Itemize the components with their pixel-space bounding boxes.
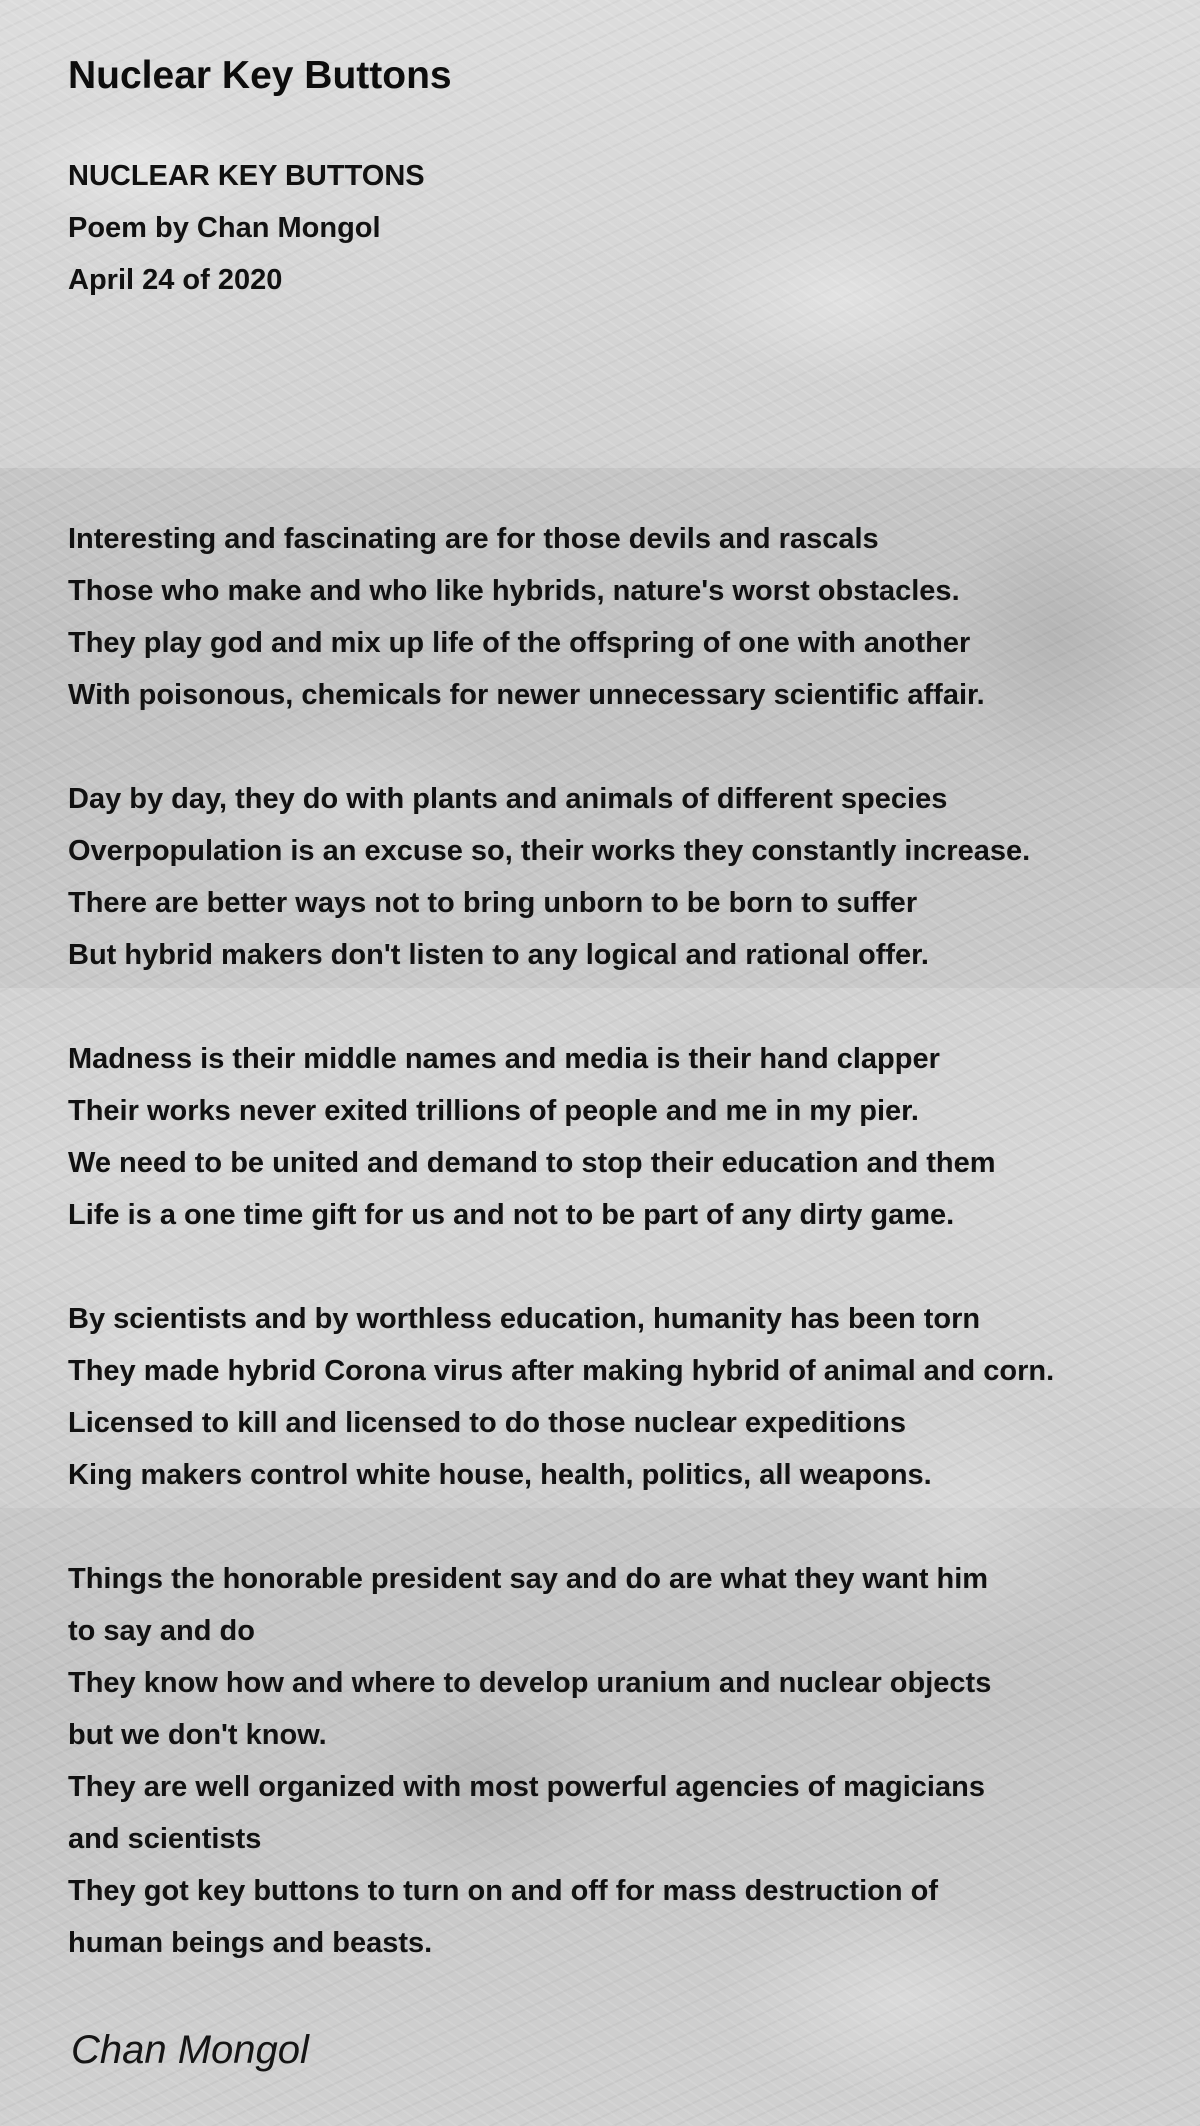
stanza-2 xyxy=(68,773,1030,981)
poem-line: They know how and where to develop uranium and nuclear objects xyxy=(68,1667,992,1699)
poem-line: Licensed to kill and licensed to do those nuclear expeditions xyxy=(68,1407,906,1439)
poem-line: We need to be united and demand to stop their education and them xyxy=(68,1147,996,1179)
stanza-1 xyxy=(68,513,985,721)
poem-line: Day by day, they do with plants and animals of different species xyxy=(68,783,948,815)
poem-line: to say and do xyxy=(68,1615,255,1647)
poem-line: Those who make and who like hybrids, nature's worst obstacles. xyxy=(68,575,960,607)
author-signature: Chan Mongol xyxy=(71,2028,309,2072)
poem-date: April 24 of 2020 xyxy=(68,264,283,296)
poem-line: With poisonous, chemicals for newer unnecessary scientific affair. xyxy=(68,679,985,711)
page-title: Nuclear Key Buttons xyxy=(68,54,452,97)
poem-line: They are well organized with most powerful agencies of magicians xyxy=(68,1771,985,1803)
stanza-4 xyxy=(68,1293,1054,1501)
poem-line: They got key buttons to turn on and off for mass destruction of xyxy=(68,1875,938,1907)
poem-line: human beings and beasts. xyxy=(68,1927,433,1959)
poem-line: King makers control white house, health, politics, all weapons. xyxy=(68,1459,932,1491)
poem-header xyxy=(68,150,425,306)
poem-line: There are better ways not to bring unborn to be born to suffer xyxy=(68,887,918,919)
stanza-5 xyxy=(68,1553,991,1969)
poem-line: and scientists xyxy=(68,1823,262,1855)
poem-line: Things the honorable president say and do are what they want him xyxy=(68,1563,989,1595)
poem-heading: NUCLEAR KEY BUTTONS xyxy=(68,160,425,192)
poem-line: They play god and mix up life of the offspring of one with another xyxy=(68,627,971,659)
poem-byline: Poem by Chan Mongol xyxy=(68,212,381,244)
poem-line: They made hybrid Corona virus after making hybrid of animal and corn. xyxy=(68,1355,1055,1387)
poem-line: Their works never exited trillions of people and me in my pier. xyxy=(68,1095,919,1127)
stanza-3 xyxy=(68,1033,996,1241)
poem-line: Interesting and fascinating are for those devils and rascals xyxy=(68,523,879,555)
poem-line: By scientists and by worthless education, humanity has been torn xyxy=(68,1303,981,1335)
poem-line: Madness is their middle names and media is their hand clapper xyxy=(68,1043,940,1075)
poem-line: but we don't know. xyxy=(68,1719,327,1751)
poem-line: Life is a one time gift for us and not to be part of any dirty game. xyxy=(68,1199,955,1231)
poem-line: Overpopulation is an excuse so, their works they constantly increase. xyxy=(68,835,1031,867)
poem-line: But hybrid makers don't listen to any logical and rational offer. xyxy=(68,939,929,971)
